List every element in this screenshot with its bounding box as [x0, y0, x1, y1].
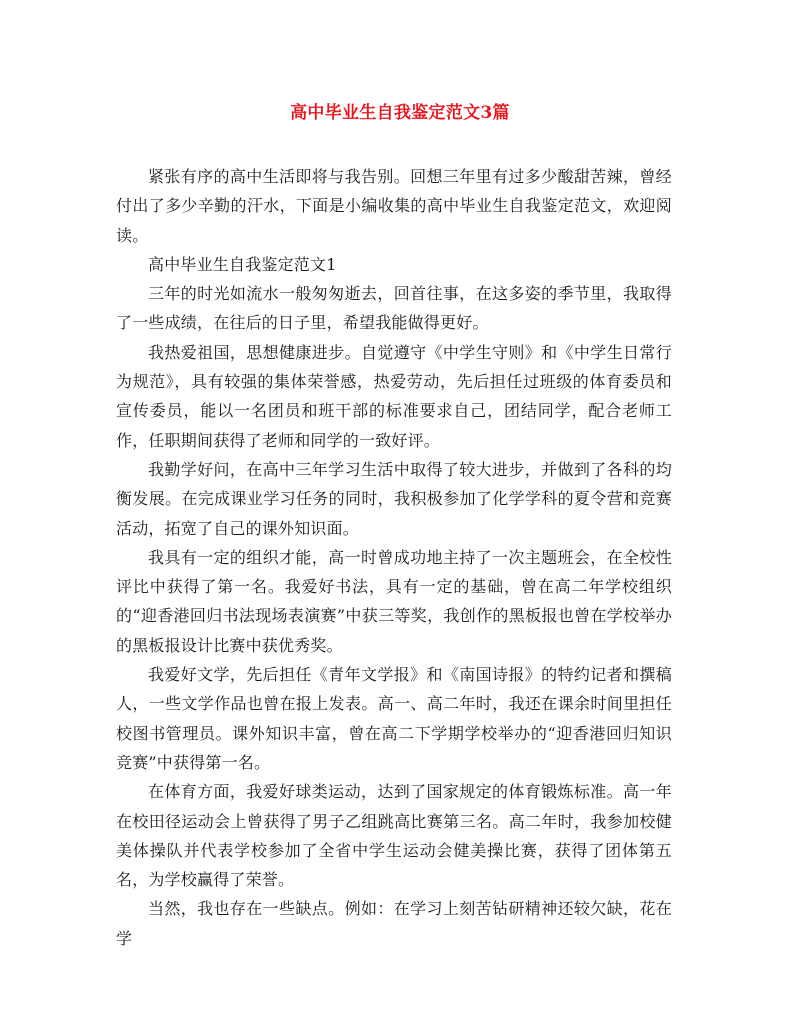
- body-paragraph: 在体育方面，我爱好球类运动，达到了国家规定的体育锻炼标准。高一年在校田径运动会上曾获得了男子乙组跳高比赛第三名。高二年时，我参加校健美体操队并代表学校参加了全省中学生运动会健美操比赛，获得了团体第五名，为学校赢得了荣誉。: [116, 782, 672, 890]
- body-paragraph: 三年的时光如流水一般匆匆逝去，回首往事，在这多姿的季节里，我取得了一些成绩，在往后的日子里，希望我能做得更好。: [116, 284, 672, 333]
- section-heading: 高中毕业生自我鉴定范文1: [148, 254, 337, 274]
- body-paragraph: 我热爱祖国，思想健康进步。自觉遵守《中学生守则》和《中学生日常行为规范》，具有较强的集体荣誉感，热爱劳动，先后担任过班级的体育委员和宣传委员，能以一名团员和班干部的标准要求自己，团结同学，配合老师工作，任职期间获得了老师和同学的一致好评。: [116, 342, 672, 450]
- body-paragraph: 我具有一定的组织才能，高一时曾成功地主持了一次主题班会，在全校性评比中获得了第一名。我爱好书法，具有一定的基础，曾在高二年学校组织的“迎香港回归书法现场表演赛”中获三等奖，我创作的黑板报也曾在学校举办的黑板报设计比赛中获优秀奖。: [116, 547, 672, 655]
- body-paragraph: 当然，我也存在一些缺点。例如：在学习上刻苦钻研精神还较欠缺，花在学: [116, 899, 672, 948]
- body-paragraph: 我爱好文学，先后担任《青年文学报》和《南国诗报》的特约记者和撰稿人，一些文学作品也曾在报上发表。高一、高二年时，我还在课余时间里担任校图书管理员。课外知识丰富，曾在高二下学期学校举办的“迎香港回归知识竞赛”中获得第一名。: [116, 665, 672, 772]
- intro-paragraph: 紧张有序的高中生活即将与我告别。回想三年里有过多少酸甜苦辣，曾经付出了多少辛勤的汗水，下面是小编收集的高中毕业生自我鉴定范文，欢迎阅读。: [116, 167, 672, 245]
- document-title: 高中毕业生自我鉴定范文3篇: [290, 103, 510, 123]
- document-body: [116, 162, 672, 953]
- body-paragraph: 我勤学好问，在高中三年学习生活中取得了较大进步，并做到了各科的均衡发展。在完成课业学习任务的同时，我积极参加了化学学科的夏令营和竞赛活动，拓宽了自己的课外知识面。: [116, 459, 672, 538]
